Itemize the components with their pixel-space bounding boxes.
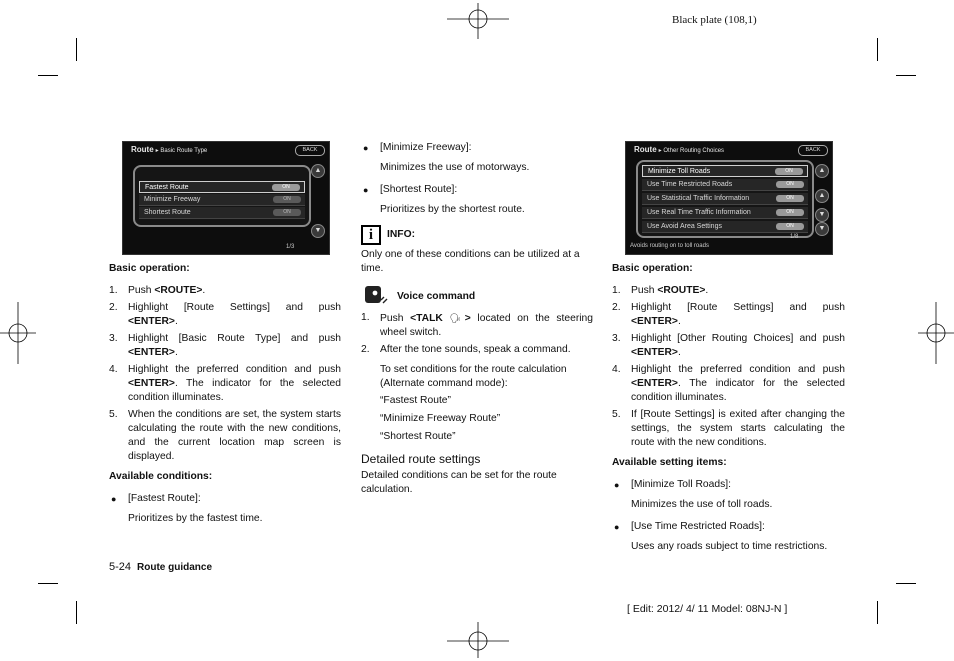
indicator: ON: [775, 168, 803, 175]
crop-mark: [877, 601, 878, 624]
info-text: Only one of these conditions can be utilized at a time.: [361, 249, 580, 274]
scroll-down-icon[interactable]: ▼: [311, 224, 325, 238]
step-3: 3. Highlight [Basic Route Type] and push <ENTER>.: [109, 333, 341, 358]
info-label: INFO:: [387, 229, 416, 240]
voice-command-icon: [361, 286, 389, 308]
screen-title: Route ▸ Other Routing Choices: [634, 145, 725, 154]
screen-title: Route ▸ Basic Route Type: [131, 145, 208, 154]
list-item-use-time-restricted-roads[interactable]: Use Time Restricted Roads ON: [642, 179, 808, 191]
available-items-heading: Available setting items:: [612, 457, 727, 468]
bullet-desc: Minimizes the use of motorways.: [380, 162, 530, 173]
scroll-bottom-icon[interactable]: ▼: [815, 222, 829, 236]
step-5: 5. When the conditions are set, the system starts calculating the route with the new conditions, and the current location map screen is displayed.: [109, 409, 341, 462]
bullet-desc: Prioritizes by the shortest route.: [380, 204, 525, 215]
crop-mark: [896, 75, 916, 76]
page-footer: [109, 561, 212, 573]
crop-mark: [76, 601, 77, 624]
list-item-minimize-toll-roads[interactable]: Minimize Toll Roads ON: [642, 165, 808, 177]
condition-list: [133, 165, 311, 227]
scroll-up-icon[interactable]: ▲: [311, 164, 325, 178]
list-item-use-avoid-area[interactable]: Use Avoid Area Settings ON: [642, 221, 808, 233]
list-item-use-statistical-traffic[interactable]: Use Statistical Traffic Information ON: [642, 193, 808, 205]
talk-icon: 🗣: [449, 313, 465, 323]
back-button[interactable]: BACK: [798, 145, 828, 156]
page-indicator: 1/3: [286, 244, 295, 250]
step-4: 4. Highlight the preferred condition and push <ENTER>. The indicator for the selected condition illuminates.: [612, 364, 845, 403]
step-2: 2. Highlight [Route Settings] and push <ENTER>.: [612, 302, 845, 327]
detailed-settings-text: Detailed conditions can be set for the route calculation.: [361, 470, 557, 495]
back-button[interactable]: BACK: [295, 145, 325, 156]
bullet-minimize-toll-roads: ● [Minimize Toll Roads]:: [614, 479, 731, 490]
voice-note: To set conditions for the route calculation (Alternate command mode):: [380, 364, 567, 389]
registration-mark-right: [918, 302, 954, 364]
basic-operation-heading: Basic operation:: [109, 263, 190, 274]
step-5: 5. If [Route Settings] is exited after changing the settings, the system starts calculating the route with the new conditions.: [612, 409, 845, 448]
plate-label: Black plate (108,1): [672, 14, 757, 26]
list-item-minimize-freeway[interactable]: Minimize Freeway ON: [139, 194, 305, 206]
step-1: 1. Push <ROUTE>.: [109, 285, 206, 296]
page-number: 5-24: [109, 561, 132, 573]
steps-list: [612, 284, 845, 450]
indicator: ON: [776, 223, 804, 230]
scroll-up-icon[interactable]: ▲: [815, 189, 829, 203]
other-routing-choices-screen: [625, 141, 833, 255]
indicator: ON: [776, 209, 804, 216]
page-indicator: 1/8: [790, 234, 799, 240]
bullet-shortest-route: ● [Shortest Route]:: [363, 184, 458, 195]
registration-mark-left: [0, 302, 36, 364]
indicator: ON: [776, 195, 804, 202]
indicator: ON: [776, 181, 804, 188]
section-title: Route guidance: [137, 562, 213, 573]
indicator: ON: [273, 196, 301, 203]
voice-step-2: 2. After the tone sounds, speak a command.: [361, 344, 571, 355]
bullet-minimize-freeway: ● [Minimize Freeway]:: [363, 142, 472, 153]
crop-mark: [896, 583, 916, 584]
command-minimize-freeway: “Minimize Freeway Route”: [380, 413, 501, 424]
crop-mark: [877, 38, 878, 61]
info-block: [361, 225, 593, 245]
step-3: 3. Highlight [Other Routing Choices] and push <ENTER>.: [612, 333, 845, 358]
step-4: 4. Highlight the preferred condition and push <ENTER>. The indicator for the selected condition illuminates.: [109, 364, 341, 403]
bullet-use-time-restricted-roads: ● [Use Time Restricted Roads]:: [614, 521, 765, 532]
voice-steps: [361, 311, 593, 357]
indicator: ON: [273, 209, 301, 216]
bullet-desc: Minimizes the use of toll roads.: [631, 499, 773, 510]
available-conditions-heading: Available conditions:: [109, 471, 213, 482]
command-shortest: “Shortest Route”: [380, 431, 456, 442]
scroll-down-icon[interactable]: ▼: [815, 208, 829, 222]
crop-mark: [38, 75, 58, 76]
routing-choice-list: [636, 160, 814, 238]
middle-column: [361, 141, 593, 497]
detailed-settings-heading: Detailed route settings: [361, 452, 481, 466]
crop-mark: [76, 38, 77, 61]
voice-command-block: [361, 286, 593, 308]
status-text: Avoids routing on to toll roads: [630, 243, 709, 249]
edit-info: [ Edit: 2012/ 4/ 11 Model: 08NJ-N ]: [627, 603, 788, 615]
indicator: ON: [272, 184, 300, 191]
list-item-shortest-route[interactable]: Shortest Route ON: [139, 207, 305, 219]
list-item-use-real-time-traffic[interactable]: Use Real Time Traffic Information ON: [642, 207, 808, 219]
step-1: 1. Push <ROUTE>.: [612, 285, 709, 296]
bullet-fastest-route: ● [Fastest Route]:: [111, 493, 201, 504]
registration-mark-bottom: [447, 622, 509, 658]
list-item-fastest-route[interactable]: Fastest Route ON: [139, 181, 305, 193]
voice-step-1: 1. Push <TALK 🗣> located on the steering wheel switch.: [361, 312, 593, 338]
bullet-desc: Uses any roads subject to time restrictions.: [631, 541, 828, 552]
info-icon: i: [361, 225, 381, 245]
scroll-top-icon[interactable]: ▲: [815, 164, 829, 178]
bullet-desc: Prioritizes by the fastest time.: [128, 513, 263, 524]
basic-route-type-screen: [122, 141, 330, 255]
step-2: 2. Highlight [Route Settings] and push <ENTER>.: [109, 302, 341, 327]
command-fastest: “Fastest Route”: [380, 395, 451, 406]
right-column: [612, 262, 845, 557]
left-column: [109, 262, 341, 529]
voice-command-label: Voice command: [397, 291, 476, 302]
steps-list: [109, 284, 341, 464]
crop-mark: [38, 583, 58, 584]
registration-mark-top: [447, 3, 509, 39]
basic-operation-heading: Basic operation:: [612, 263, 693, 274]
